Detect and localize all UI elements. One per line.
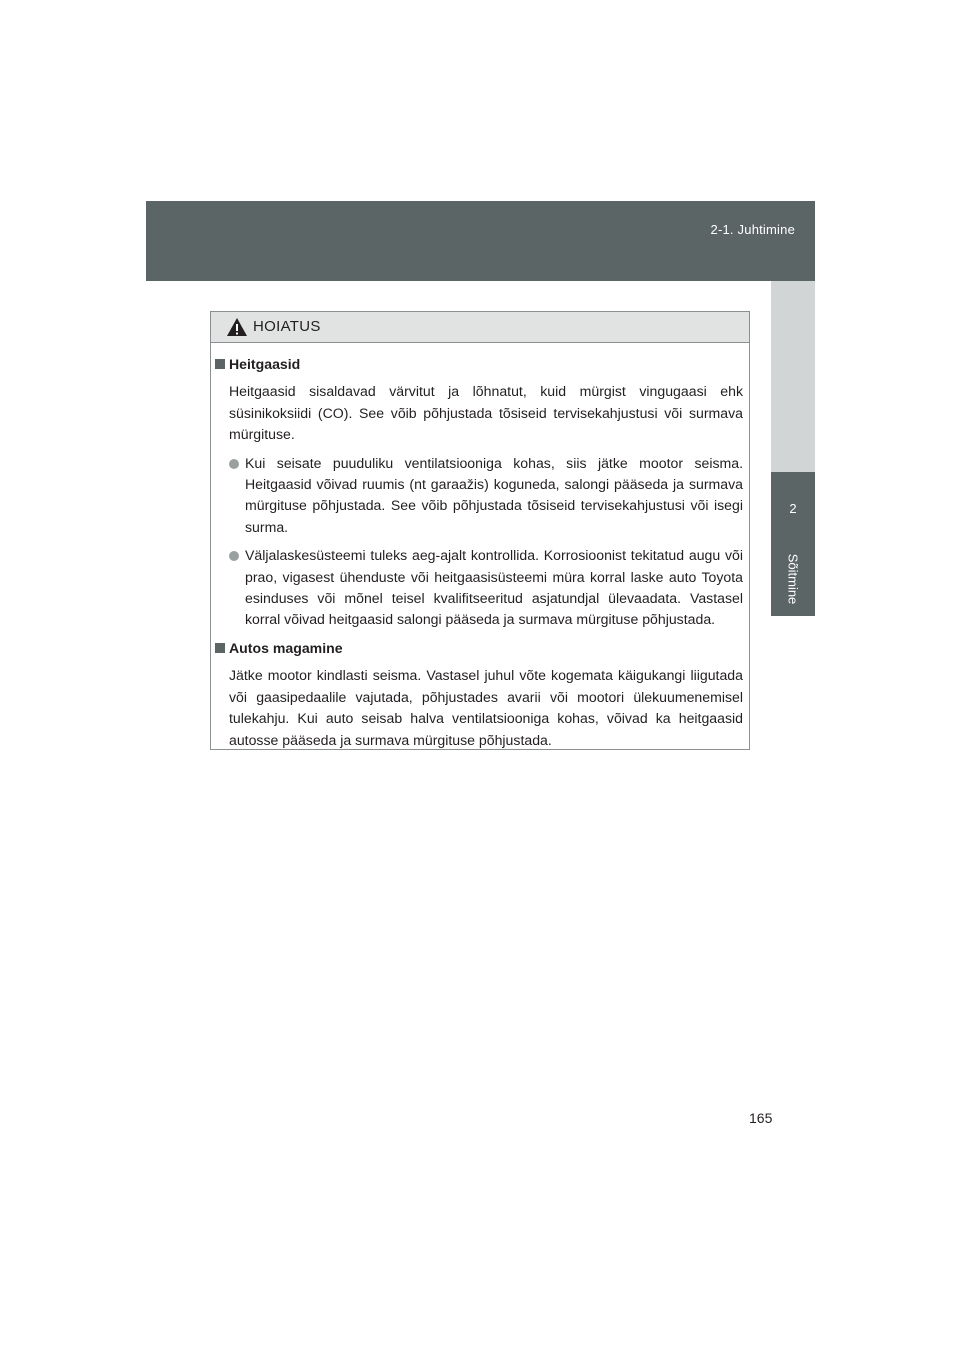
warning-box (210, 311, 750, 750)
section-title: 2-1. Juhtimine (710, 222, 795, 237)
section-heading (215, 354, 743, 375)
circle-bullet-icon (229, 551, 239, 561)
section-heading-text: Heitgaasid (229, 356, 301, 372)
chapter-tab[interactable] (771, 472, 815, 616)
chapter-name: Sõitmine (785, 553, 801, 605)
square-bullet-icon (215, 643, 225, 653)
warning-title: HOIATUS (253, 318, 321, 335)
square-bullet-icon (215, 359, 225, 369)
section-paragraph: Jätke mootor kindlasti seisma. Vastasel juhul võte kogemata käigukangi liigutada või gaasipedaalile vajutada, põhjustades avarii või mootori ülekuumenemisel tulekahju. Kui auto seisab halva ventilatsiooniga kohas, võivad ka heitgaasid autosse pääseda ja surmava mürgituse põhjustada. (229, 667, 743, 748)
header-band (146, 201, 815, 281)
list-item (229, 453, 743, 539)
page-number: 165 (749, 1110, 773, 1126)
list-item (229, 545, 743, 631)
side-tab-spacer (771, 281, 815, 472)
list-item-text: Kui seisate puuduliku ventilatsiooniga kohas, siis jätke mootor seisma. Heitgaasid võivad ruumis (nt garaažis) koguneda, salongi pääseda ja surmava mürgituse põhjustada. See võib põhjustada tõsiseid tervisekahjustusi või isegi surma. (245, 454, 743, 535)
chapter-number: 2 (789, 501, 797, 516)
circle-bullet-icon (229, 459, 239, 469)
warning-triangle-icon (226, 317, 248, 337)
section-heading-text: Autos magamine (229, 639, 343, 656)
section-paragraph: Heitgaasid sisaldavad värvitut ja lõhnatut, kuid mürgist vingugaasi ehk süsinikoksiidi (CO). See võib põhjustada tõsiseid tervisekahjustusi või surmava mürgituse. (229, 383, 743, 443)
list-item-text: Väljalaskesüsteemi tuleks aeg-ajalt kontrollida. Korrosioonist tekitatud augu või prao, vigasest ühenduste või heitgaasisüsteemi müra korral laske auto Toyota esinduses või mõnel teisel kvalifitseeritud asjatundjal ülevaadata. Vastasel korral võivad heitgaasid salongi pääseda ja surmava mürgituse põhjustada. (245, 547, 743, 628)
section-heading (215, 638, 743, 659)
warning-content (211, 343, 749, 751)
warning-header (211, 312, 749, 343)
